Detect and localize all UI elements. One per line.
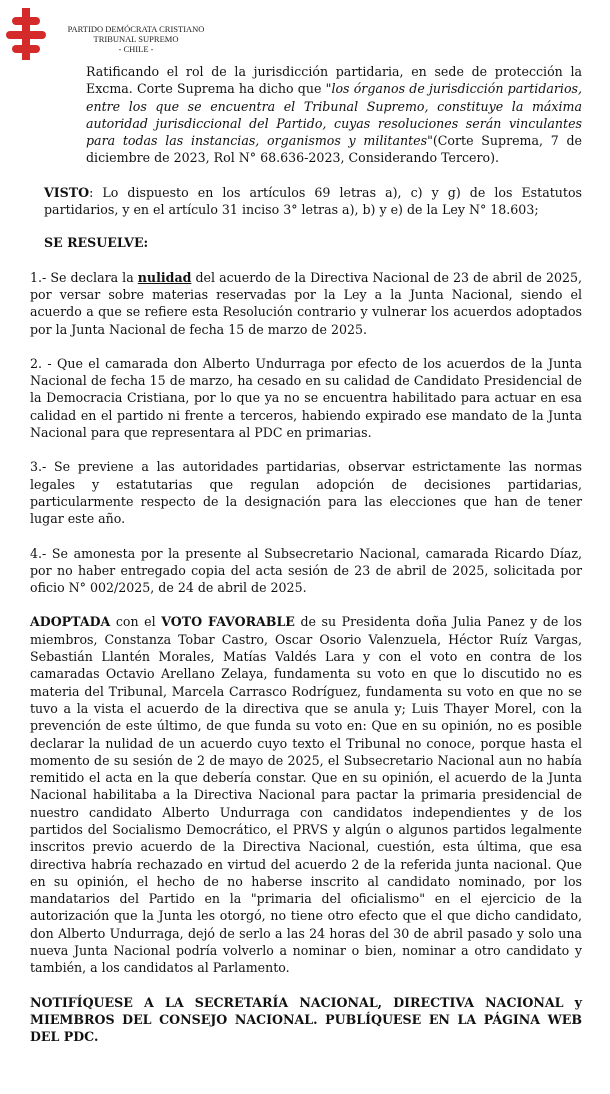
party-name: PARTIDO DEMÓCRATA CRISTIANO	[67, 24, 205, 34]
resolution-item-3: 3.- Se previene a las autoridades partidarias, observar estrictamente las normas legales y estatutarias que regulan adopción de decisiones partidarias, particularmente respecto de la designación para las elecciones que han de tener lugar este año.	[30, 459, 582, 527]
pdc-cross-logo-icon	[6, 8, 46, 60]
nullity-keyword: nulidad	[137, 269, 192, 285]
adopt-text-b: de su Presidenta doña Julia Panez y de los miembros, Constanza Tobar Castro, Oscar Osorio Valenzuela, Héctor Ruíz Vargas, Sebastián Llantén Morales, Matías Valdés Lara y con el voto en contra de los camaradas Octavio Arellano Zelaya, fundamenta su voto en que lo discutido no es materia del Tribunal, Marcela Carrasco Rodríguez, fundamenta su voto en que no se tuvo a la vista el acuerdo de la directiva que se anula y; Luis Thayer Morel, con la prevención de este último, de que funda su voto en: Que en su opinión, no es posible declarar la nulidad de un acuerdo cuyo texto el Tribunal no conoce, porque hasta el momento de su sesión de 2 de mayo de 2025, el Subsecretario Nacional aun no había remitido el acta en la que debería constar. Que en su opinión, el acuerdo de la Junta Nacional habilitaba a la Directiva Nacional para pactar la primaria presidencial de nuestro candidato Alberto Undurraga con candidatos independientes y de los partidos del Socialismo Democrático, el PRVS y algún o algunos partidos legalmente inscritos previo acuerdo de la Directiva Nacional, cuestión, esta última, que esa directiva habría rechazado en virtud del acuerdo 2 de la referida junta nacional. Que en su opinión, el hecho de no haberse inscrito al candidato nominado, por los mandatarios del Partido en la "primaria del oficialismo" en el ejercicio de la autorización que la Junta les otorgó, no tiene otro efecto que el que dicho candidato, don Alberto Undurraga, dejó de serlo a las 24 horas del 30 de abril pasado y solo una nueva Junta Nacional podría volverlo a nominar o bien, nominar a otro candidato y también, a los candidatos al Parlamento.	[30, 614, 582, 976]
visto-paragraph	[30, 184, 582, 219]
visto-label: VISTO	[44, 184, 90, 200]
document-body	[30, 63, 582, 1046]
letterhead	[56, 24, 216, 54]
item-1-text-b: del acuerdo de la Directiva Nacional de 23 de abril de 2025, por versar sobre materias reservadas por la Ley a la Junta Nacional, siendo el acuerdo a que se refiere esta Resolución contrario y vulnerar los acuerdos adoptados por la Junta Nacional de fecha 15 de marzo de 2025.	[30, 269, 582, 337]
resolution-item-2: 2. - Que el camarada don Alberto Undurraga por efecto de los acuerdos de la Junta Nacional de fecha 15 de marzo, ha cesado en su calidad de Candidato Presidencial de la Democracia Cristiana, por lo que ya no se encuentra habilitado para actuar en esa calidad en el partido ni frente a terceros, habiendo expirado ese mandato de la Junta Nacional para que representara al PDC en primarias.	[30, 355, 582, 441]
item-1-text-a: 1.- Se declara la	[30, 269, 138, 285]
resolution-item-4: 4.- Se amonesta por la presente al Subsecretario Nacional, camarada Ricardo Díaz, por no haber entregado copia del acta sesión de 23 de abril de 2025, solicitada por oficio N° 002/2025, de 24 de abril de 2025.	[30, 545, 582, 596]
adoption-paragraph	[30, 613, 582, 976]
intro-paragraph	[30, 63, 582, 167]
favorable-vote-label: VOTO FAVORABLE	[161, 614, 295, 630]
resolution-heading: SE RESUELVE:	[44, 235, 149, 251]
tribunal-name: TRIBUNAL SUPREMO	[93, 34, 179, 44]
country-name: - CHILE -	[118, 44, 154, 54]
adopted-label: ADOPTADA	[30, 614, 111, 630]
adopt-text-a: con el	[110, 614, 162, 630]
intro-text: Ratificando el rol de la jurisdicción partidaria, en sede de protección la Excma. Corte Suprema ha dicho que "	[86, 64, 582, 97]
resolution-item-1	[30, 269, 582, 338]
supreme-court-quote: los órganos de jurisdicción partidarios, entre los que se encuentra el Tribunal Supremo, constituye la máxima autoridad jurisdiccional del Partido, cuyas resoluciones serán vinculantes para todas las instancias, organismos y militantes	[86, 81, 582, 149]
intro-citation: "(Corte Suprema, 7 de diciembre de 2023, Rol N° 68.636-2023, Considerando Tercero).	[86, 133, 582, 166]
notification-paragraph: NOTIFÍQUESE A LA SECRETARÍA NACIONAL, DIRECTIVA NACIONAL y MIEMBROS DEL CONSEJO NACIONAL. PUBLÍQUESE EN LA PÁGINA WEB DEL PDC.	[30, 994, 582, 1045]
visto-text: : Lo dispuesto en los artículos 69 letras a), c) y g) de los Estatutos partidarios, y en el artículo 31 inciso 3° letras a), b) y e) de la Ley N° 18.603;	[44, 184, 582, 218]
